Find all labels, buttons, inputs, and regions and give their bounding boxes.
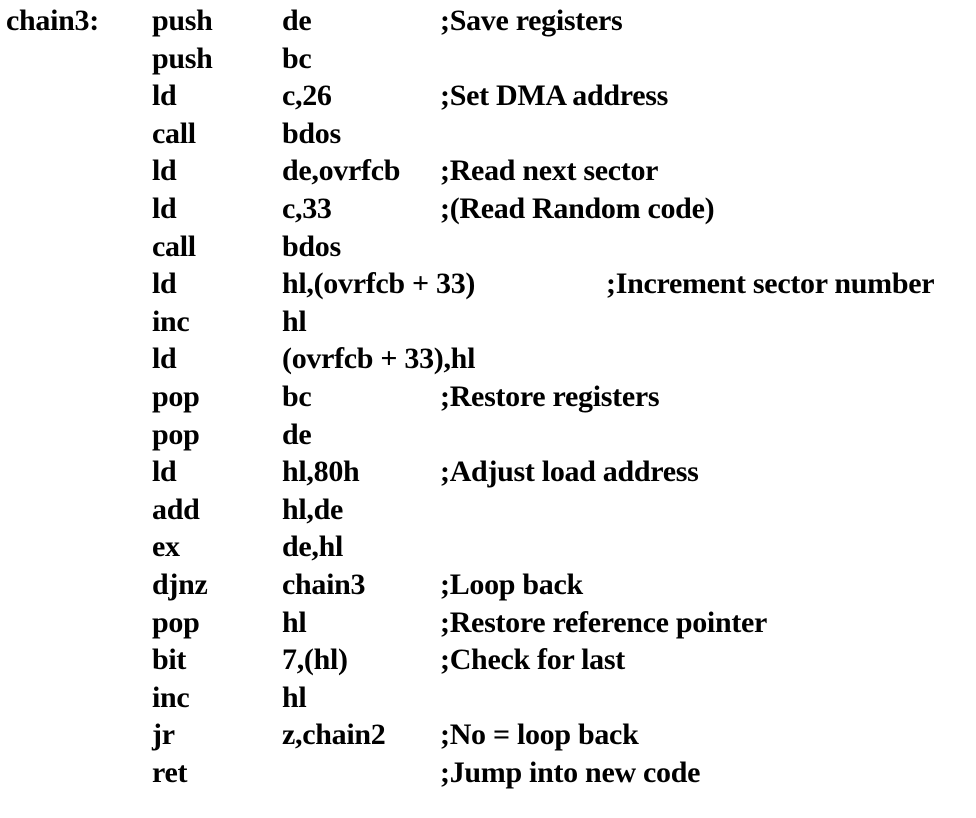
code-operand: de xyxy=(282,417,312,451)
code-operand: de,ovrfcb xyxy=(282,154,401,188)
code-comment: ;Set DMA address xyxy=(440,79,668,113)
code-operand: hl,80h xyxy=(282,455,360,489)
code-mnemonic: call xyxy=(152,229,196,263)
code-comment: ;Save registers xyxy=(440,4,623,37)
code-line xyxy=(0,152,976,190)
code-mnemonic: ld xyxy=(152,455,177,489)
code-line xyxy=(0,566,976,604)
code-comment: ;Adjust load address xyxy=(440,455,699,489)
code-mnemonic: call xyxy=(152,116,196,150)
code-line xyxy=(0,641,976,679)
code-mnemonic: pop xyxy=(152,380,200,413)
code-mnemonic: bit xyxy=(152,643,187,677)
code-line xyxy=(0,40,976,78)
code-mnemonic: add xyxy=(152,492,200,526)
code-mnemonic: push xyxy=(152,4,213,37)
code-mnemonic: pop xyxy=(152,417,200,451)
code-line xyxy=(0,303,976,341)
code-mnemonic: ex xyxy=(152,530,180,564)
code-mnemonic: ld xyxy=(152,267,177,301)
code-operand: chain3 xyxy=(282,568,366,601)
code-operand: z,chain2 xyxy=(282,718,386,752)
code-comment: ;Restore reference pointer xyxy=(440,605,768,639)
code-operand: bc xyxy=(282,380,312,413)
code-mnemonic: djnz xyxy=(152,568,208,601)
code-operand: hl,(ovrfcb + 33) xyxy=(282,267,476,301)
code-mnemonic: ld xyxy=(152,79,177,113)
code-comment: ;Restore registers xyxy=(440,380,660,413)
code-comment: ;Read next sector xyxy=(440,154,659,188)
code-line xyxy=(0,528,976,566)
code-operand: (ovrfcb + 33),hl xyxy=(282,342,476,376)
code-line xyxy=(0,2,976,40)
code-operand: c,33 xyxy=(282,192,332,225)
code-mnemonic: ret xyxy=(152,756,188,789)
code-line xyxy=(0,378,976,416)
code-operand: de,hl xyxy=(282,530,344,564)
code-line xyxy=(0,190,976,228)
code-line xyxy=(0,754,976,792)
code-operand: hl,de xyxy=(282,492,344,526)
code-operand: hl xyxy=(282,680,307,714)
code-operand: bdos xyxy=(282,229,341,263)
code-mnemonic: inc xyxy=(152,680,190,714)
code-operand: c,26 xyxy=(282,79,332,113)
code-operand: hl xyxy=(282,304,307,338)
code-mnemonic: ld xyxy=(152,342,177,376)
code-line xyxy=(0,716,976,754)
code-line xyxy=(0,265,976,303)
code-line xyxy=(0,416,976,454)
code-line xyxy=(0,491,976,529)
code-mnemonic: inc xyxy=(152,304,190,338)
code-mnemonic: ld xyxy=(152,192,177,225)
code-operand: de xyxy=(282,4,312,37)
code-operand: bc xyxy=(282,41,312,75)
code-mnemonic: jr xyxy=(152,718,175,752)
code-operand: 7,(hl) xyxy=(282,643,348,677)
code-line xyxy=(0,604,976,642)
code-operand: bdos xyxy=(282,116,341,150)
code-comment: ;No = loop back xyxy=(440,718,639,752)
code-comment: ;Increment sector number xyxy=(606,267,935,301)
code-line xyxy=(0,679,976,717)
code-line xyxy=(0,115,976,153)
code-mnemonic: push xyxy=(152,41,213,75)
code-line xyxy=(0,453,976,491)
code-line xyxy=(0,77,976,115)
code-line xyxy=(0,340,976,378)
code-comment: ;(Read Random code) xyxy=(440,192,715,225)
code-comment: ;Check for last xyxy=(440,643,625,677)
code-comment: ;Loop back xyxy=(440,568,583,601)
code-line xyxy=(0,228,976,266)
code-comment: ;Jump into new code xyxy=(440,756,701,789)
code-mnemonic: pop xyxy=(152,605,200,639)
code-mnemonic: ld xyxy=(152,154,177,188)
code-label: chain3: xyxy=(6,4,99,37)
code-operand: hl xyxy=(282,605,307,639)
